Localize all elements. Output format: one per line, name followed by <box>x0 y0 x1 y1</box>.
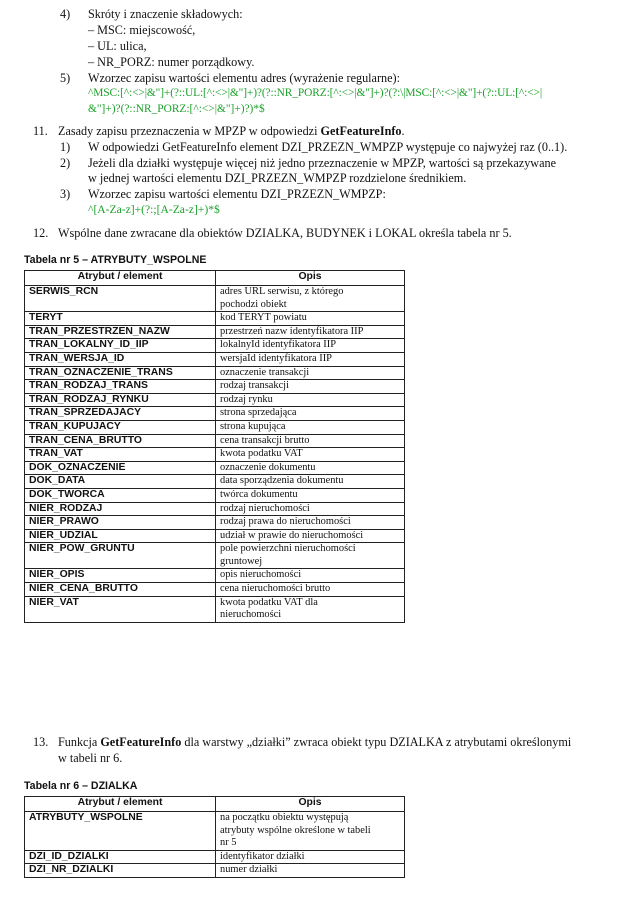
table-5-attribute-cell: NIER_UDZIAL <box>25 529 216 543</box>
table-5-row <box>25 502 405 516</box>
item-4-line-1: – MSC: miejscowość, <box>88 23 196 37</box>
table-5-description-cell: adres URL serwisu, z którego pochodzi obiekt <box>216 286 405 312</box>
table-5-attribute-cell: NIER_OPIS <box>25 569 216 583</box>
table-5-row <box>25 393 405 407</box>
section-13-number: 13. <box>33 735 49 749</box>
table-5-row <box>25 461 405 475</box>
section-13-line-2: w tabeli nr 6. <box>58 751 123 765</box>
table-5-description-cell: twórca dokumentu <box>216 488 405 502</box>
table-5-description-cell: kod TERYT powiatu <box>216 312 405 326</box>
table-6-row <box>25 850 405 864</box>
table-5-attribute-cell: DOK_OZNACZENIE <box>25 461 216 475</box>
table-5-attribute-cell: TRAN_WERSJA_ID <box>25 352 216 366</box>
table-5-row <box>25 516 405 530</box>
table-5-attribute-cell: TRAN_RODZAJ_RYNKU <box>25 393 216 407</box>
table-5-description-cell: strona sprzedająca <box>216 407 405 421</box>
table-6-description-cell: identyfikator działki <box>216 850 405 864</box>
table-6-header-attribute: Atrybut / element <box>25 797 216 812</box>
section-11-item-3-regex: ^[A-Za-z]+(?:;[A-Za-z]+)*$ <box>88 203 220 216</box>
section-11-heading <box>58 124 405 138</box>
section-11-item-3-text: Wzorzec zapisu wartości elementu DZI_PRZEZN_WMPZP: <box>88 187 386 201</box>
table-5-row <box>25 596 405 622</box>
table-5-description-cell: lokalnyId identyfikatora IIP <box>216 339 405 353</box>
table-5-attribute-cell: TRAN_OZNACZENIE_TRANS <box>25 366 216 380</box>
table-6-row <box>25 812 405 851</box>
table-5-row <box>25 583 405 597</box>
table-6-attribute-cell: DZI_NR_DZIALKI <box>25 864 216 878</box>
table-5-attribute-cell: NIER_CENA_BRUTTO <box>25 583 216 597</box>
table-5-row <box>25 434 405 448</box>
table-5-description-cell: opis nieruchomości <box>216 569 405 583</box>
table-5-row <box>25 488 405 502</box>
table-5-description-cell: rodzaj transakcji <box>216 380 405 394</box>
table-5-row <box>25 352 405 366</box>
table-5-description-cell: oznaczenie dokumentu <box>216 461 405 475</box>
table-5-attribute-cell: NIER_VAT <box>25 596 216 622</box>
table-5-caption: Tabela nr 5 – ATRYBUTY_WSPOLNE <box>24 254 207 266</box>
table-5-header-row <box>25 271 405 286</box>
table-5-attribute-cell: DOK_DATA <box>25 475 216 489</box>
table-5-description-cell: udział w prawie do nieruchomości <box>216 529 405 543</box>
item-4-number: 4) <box>60 7 71 21</box>
section-11-item-2-line-1: Jeżeli dla działki występuje więcej niż jedno przeznaczenie w MPZP, wartości są przekazywane <box>88 156 557 170</box>
table-5-description-cell: przestrzeń nazw identyfikatora IIP <box>216 325 405 339</box>
table-5-description-cell: cena transakcji brutto <box>216 434 405 448</box>
table-5-row <box>25 312 405 326</box>
item-5-regex-line-2: &"]+)?(?::NR_PORZ:[^:<>|&"]+)?)*$ <box>88 103 265 115</box>
table-6-description-cell: numer działki <box>216 864 405 878</box>
item-4-title: Skróty i znaczenie składowych: <box>88 7 243 21</box>
table-6-caption: Tabela nr 6 – DZIALKA <box>24 780 138 792</box>
section-11-item-2-number: 2) <box>60 156 71 170</box>
table-5-description-cell: kwota podatku VAT dla nieruchomości <box>216 596 405 622</box>
table-5-attribute-cell: TRAN_VAT <box>25 448 216 462</box>
table-5-attribute-cell: NIER_PRAWO <box>25 516 216 530</box>
section-12-number: 12. <box>33 226 49 240</box>
item-5-title: Wzorzec zapisu wartości elementu adres (wyrażenie regularne): <box>88 71 400 85</box>
table-5-attribute-cell: TRAN_RODZAJ_TRANS <box>25 380 216 394</box>
section-11-item-3-number: 3) <box>60 187 71 201</box>
section-13-pre: Funkcja <box>58 735 101 749</box>
table-5-attribute-cell: TRAN_CENA_BRUTTO <box>25 434 216 448</box>
section-13-line-1 <box>58 735 571 749</box>
section-11-bold: GetFeatureInfo <box>320 124 402 138</box>
table-5-description-cell: rodzaj rynku <box>216 393 405 407</box>
table-5 <box>24 270 405 623</box>
table-5-attribute-cell: TERYT <box>25 312 216 326</box>
table-5-description-cell: strona kupująca <box>216 420 405 434</box>
table-5-row <box>25 543 405 569</box>
item-5-number: 5) <box>60 71 71 85</box>
table-5-description-cell: data sporządzenia dokumentu <box>216 475 405 489</box>
section-11-item-2-line-2: w jednej wartości elementu DZI_PRZEZN_WMPZP rozdzielone średnikiem. <box>88 171 467 185</box>
table-5-row <box>25 569 405 583</box>
table-5-row <box>25 420 405 434</box>
table-5-header-attribute: Atrybut / element <box>25 271 216 286</box>
section-11-number: 11. <box>33 124 48 138</box>
table-5-row <box>25 475 405 489</box>
table-5-row <box>25 448 405 462</box>
section-11-item-1-text: W odpowiedzi GetFeatureInfo element DZI_PRZEZN_WMPZP występuje co najwyżej raz (0..1). <box>88 140 568 154</box>
table-5-description-cell: cena nieruchomości brutto <box>216 583 405 597</box>
table-6-description-cell: na początku obiektu występują atrybuty wspólne określone w tabeli nr 5 <box>216 812 405 851</box>
table-5-description-cell: wersjaId identyfikatora IIP <box>216 352 405 366</box>
item-4-line-2: – UL: ulica, <box>88 39 147 53</box>
table-6-attribute-cell: DZI_ID_DZIALKI <box>25 850 216 864</box>
section-13-post: dla warstwy „działki” zwraca obiekt typu DZIALKA z atrybutami określonymi <box>181 735 572 749</box>
table-5-attribute-cell: NIER_RODZAJ <box>25 502 216 516</box>
table-5-row <box>25 286 405 312</box>
table-5-attribute-cell: NIER_POW_GRUNTU <box>25 543 216 569</box>
table-5-row <box>25 407 405 421</box>
table-5-description-cell: oznaczenie transakcji <box>216 366 405 380</box>
table-6-row <box>25 864 405 878</box>
table-5-attribute-cell: TRAN_PRZESTRZEN_NAZW <box>25 325 216 339</box>
table-5-description-cell: rodzaj nieruchomości <box>216 502 405 516</box>
table-5-row <box>25 366 405 380</box>
table-5-row <box>25 325 405 339</box>
section-11-tail: . <box>401 124 405 138</box>
table-5-header-description: Opis <box>216 271 405 286</box>
section-12-text: Wspólne dane zwracane dla obiektów DZIALKA, BUDYNEK i LOKAL określa tabela nr 5. <box>58 226 512 240</box>
table-6-header-description: Opis <box>216 797 405 812</box>
section-11-text: Zasady zapisu przeznaczenia w MPZP w odpowiedzi <box>58 124 321 138</box>
section-13-bold: GetFeatureInfo <box>100 735 182 749</box>
table-5-row <box>25 380 405 394</box>
section-11-item-1-number: 1) <box>60 140 71 154</box>
table-5-description-cell: kwota podatku VAT <box>216 448 405 462</box>
table-5-row <box>25 529 405 543</box>
table-5-attribute-cell: SERWIS_RCN <box>25 286 216 312</box>
item-4-line-3: – NR_PORZ: numer porządkowy. <box>88 55 255 69</box>
table-5-attribute-cell: TRAN_LOKALNY_ID_IIP <box>25 339 216 353</box>
table-6-header-row <box>25 797 405 812</box>
table-5-attribute-cell: TRAN_SPRZEDAJACY <box>25 407 216 421</box>
table-5-description-cell: rodzaj prawa do nieruchomości <box>216 516 405 530</box>
table-6-attribute-cell: ATRYBUTY_WSPOLNE <box>25 812 216 851</box>
table-6 <box>24 796 405 878</box>
table-5-row <box>25 339 405 353</box>
item-5-regex-line-1: ^MSC:[^:<>|&"]+(?::UL:[^:<>|&"]+)?(?::NR_PORZ:[^:<>|&"]+)?(?:\|MSC:[^:<>|&"]+(?::UL:[^:<>| <box>88 87 543 99</box>
table-5-attribute-cell: TRAN_KUPUJACY <box>25 420 216 434</box>
table-5-attribute-cell: DOK_TWORCA <box>25 488 216 502</box>
table-5-description-cell: pole powierzchni nieruchomości gruntowej <box>216 543 405 569</box>
